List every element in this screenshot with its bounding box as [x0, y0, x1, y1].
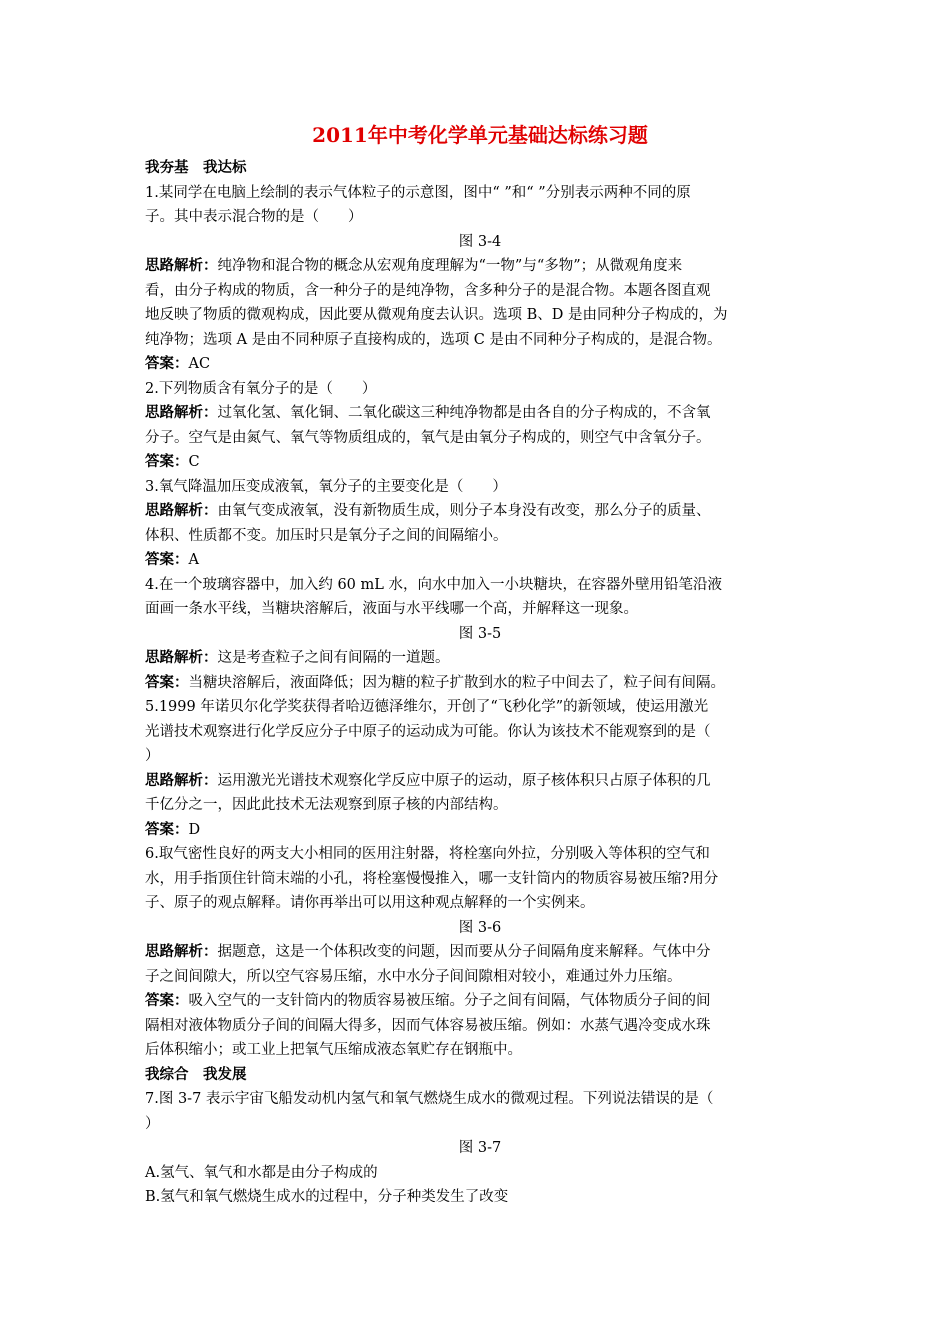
answer-line: 答案：A — [145, 551, 199, 568]
answer-label: 答案： — [145, 673, 189, 691]
analysis-line: 纯净物；选项 A 是由不同种原子直接构成的，选项 C 是由不同种分子构成的，是混合物。 — [145, 331, 722, 348]
analysis-label: 思路解析： — [145, 649, 218, 666]
answer-label: 答案： — [145, 992, 189, 1009]
analysis-line: 看，由分子构成的物质，含一种分子的是纯净物，含多种分子的是混合物。本题各图直观 — [145, 282, 711, 299]
question-7-line: 7.图 3-7 表示宇宙飞船发动机内氢气和氧气燃烧生成水的微观过程。下列说法错误的是（ — [145, 1091, 714, 1107]
analysis-label: 思路解析： — [145, 257, 218, 274]
answer-label: 答案： — [145, 551, 189, 568]
option-a: A.氢气、氧气和水都是由分子构成的 — [145, 1164, 378, 1181]
analysis-line: 思路解析：纯净物和混合物的概念从宏观角度理解为“一物”与“多物”；从微观角度来 — [145, 257, 683, 274]
question-5-line: 光谱技术观察进行化学反应分子中原子的运动成为可能。你认为该技术不能观察到的是（ — [145, 723, 711, 740]
analysis-line: 分子。空气是由氮气、氧气等物质组成的，氧气是由氧分子构成的，则空气中含氧分子。 — [145, 429, 711, 446]
question-7-line: ） — [145, 1115, 160, 1132]
question-1-line: 1.某同学在电脑上绘制的表示气体粒子的示意图，图中“ ”和“ ”分别表示两种不同的原 — [145, 184, 691, 201]
answer-line: 答案：C — [145, 453, 200, 470]
figure-caption: 图 3-5 — [458, 625, 502, 642]
analysis-line: 子之间间隙大，所以空气容易压缩，水中水分子间间隙相对较小，难通过外力压缩。 — [145, 968, 682, 985]
answer-line: 后体积缩小；或工业上把氧气压缩成液态氧贮存在钢瓶中。 — [145, 1042, 522, 1058]
answer-label: 答案： — [145, 820, 189, 838]
answer-line: 答案：AC — [145, 355, 211, 372]
document-page — [145, 120, 815, 1210]
answer-label: 答案： — [145, 453, 189, 470]
analysis-label: 思路解析： — [145, 771, 218, 789]
question-6-line: 水，用手指顶住针筒末端的小孔，将栓塞慢慢推入，哪一支针筒内的物质容易被压缩?用分 — [145, 870, 719, 887]
page-title: 2011年中考化学单元基础达标练习题 — [312, 123, 648, 147]
analysis-line: 千亿分之一，因此此技术无法观察到原子核的内部结构。 — [145, 797, 508, 813]
answer-line: 答案：D — [145, 820, 201, 838]
figure-caption: 图 3-4 — [458, 233, 502, 250]
analysis-label: 思路解析： — [145, 943, 218, 960]
analysis-line: 思路解析：这是考查粒子之间有间隔的一道题。 — [145, 649, 450, 666]
figure-caption: 图 3-7 — [458, 1140, 502, 1156]
answer-line: 答案：当糖块溶解后，液面降低；因为糖的粒子扩散到水的粒子中间去了，粒子间有间隔。 — [145, 673, 725, 691]
question-1-line: 子。其中表示混合物的是（ ） — [145, 209, 363, 225]
section-heading: 我夯基 我达标 — [145, 159, 247, 176]
analysis-line: 地反映了物质的微观构成，因此要从微观角度去认识。选项 B、D 是由同种分子构成的，为 — [145, 307, 728, 323]
option-b: B.氢气和氧气燃烧生成水的过程中，分子种类发生了改变 — [145, 1189, 509, 1205]
figure-caption: 图 3-6 — [458, 919, 502, 936]
answer-line: 隔相对液体物质分子间的间隔大得多，因而气体容易被压缩。例如：水蒸气遇冷变成水珠 — [145, 1017, 711, 1034]
analysis-label: 思路解析： — [145, 404, 218, 421]
analysis-line: 体积、性质都不变。加压时只是氧分子之间的间隔缩小。 — [145, 527, 508, 544]
question-6-line: 6.取气密性良好的两支大小相同的医用注射器，将栓塞向外拉，分别吸入等体积的空气和 — [145, 846, 710, 862]
analysis-line: 思路解析：运用激光光谱技术观察化学反应中原子的运动，原子核体积只占原子体积的几 — [145, 771, 711, 789]
question-4-line: 4.在一个玻璃容器中，加入约 60 mL 水，向水中加入一小块糖块，在容器外壁用铅笔沿液 — [145, 576, 722, 593]
analysis-line: 思路解析：由氧气变成液氧，没有新物质生成，则分子本身没有改变，那么分子的质量、 — [145, 502, 711, 519]
answer-line: 答案：吸入空气的一支针筒内的物质容易被压缩。分子之间有间隔，气体物质分子间的间 — [145, 992, 711, 1009]
question-4-line: 面画一条水平线，当糖块溶解后，液面与水平线哪一个高，并解释这一现象。 — [145, 601, 638, 617]
question-5-line: ） — [145, 748, 160, 764]
question-3-line: 3.氧气降温加压变成液氧，氧分子的主要变化是（ ） — [145, 478, 507, 495]
question-6-line: 子、原子的观点解释。请你再举出可以用这种观点解释的一个实例来。 — [145, 895, 595, 911]
section-heading: 我综合 我发展 — [145, 1065, 247, 1083]
question-5-line: 5.1999 年诺贝尔化学奖获得者哈迈德泽维尔，开创了“飞秒化学”的新领域，使运用激光 — [145, 699, 709, 715]
analysis-label: 思路解析： — [145, 502, 218, 519]
analysis-line: 思路解析：过氧化氢、氧化铜、二氧化碳这三种纯净物都是由各自的分子构成的，不含氧 — [145, 404, 711, 421]
answer-label: 答案： — [145, 355, 189, 372]
question-2-line: 2.下列物质含有氧分子的是（ ） — [145, 380, 377, 397]
analysis-line: 思路解析：据题意，这是一个体积改变的问题，因而要从分子间隔角度来解释。气体中分 — [145, 943, 711, 960]
